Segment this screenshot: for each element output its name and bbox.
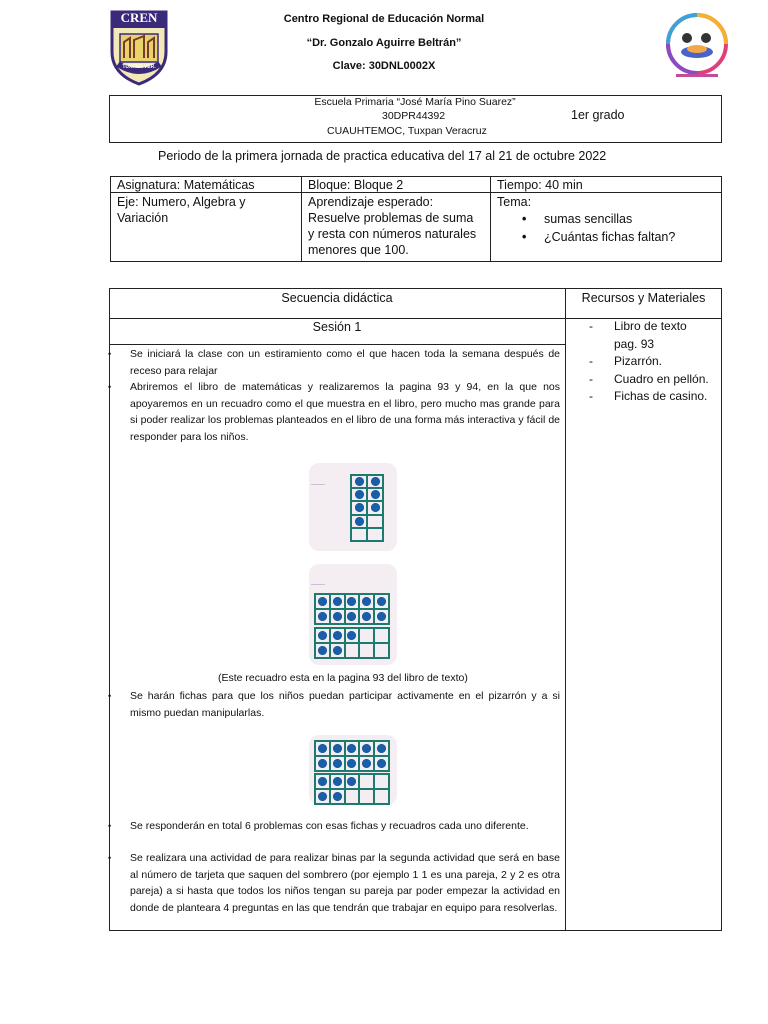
learning-text: Resuelve problemas de suma y resta con números naturales menores que 100.	[308, 211, 477, 257]
institution-clave: Clave: 30DNL0002X	[332, 60, 436, 72]
institution-title: Centro Regional de Educación Normal	[283, 13, 485, 25]
block-cell: Bloque: Bloque 2	[308, 178, 404, 192]
learning-title: Aprendizaje esperado:	[308, 195, 434, 209]
sequence-title: Secuencia didáctica	[281, 291, 393, 305]
activity-item	[108, 346, 560, 379]
topic-title: Tema:	[497, 195, 532, 209]
session-title: Sesión 1	[312, 320, 362, 334]
subject-cell: Asignatura: Matemáticas	[117, 178, 255, 192]
resource-label: Fichas de casino.	[614, 389, 708, 403]
bullet: •	[108, 382, 112, 392]
institution-name: “Dr. Gonzalo Aguirre Beltrán”	[306, 37, 462, 49]
topic-item-2: ¿Cuántas fichas faltan?	[544, 230, 676, 244]
axis-cell: Eje: Numero, Algebra y Variación	[117, 195, 246, 225]
activity-text: Se responderán en total 6 problemas con esas fichas y recuadros cada uno diferente.	[130, 820, 529, 832]
school-location: CUAUHTEMOC, Tuxpan Veracruz	[327, 125, 487, 137]
school-grade: 1er grado	[571, 108, 625, 122]
ten-frame-bottom	[314, 627, 390, 659]
resource-dash: -	[589, 389, 593, 403]
figure-mark	[311, 584, 325, 585]
bullet: •	[108, 691, 112, 701]
topic-item-1: sumas sencillas	[544, 212, 633, 226]
topic-bullet-1: •	[522, 212, 527, 226]
resource-dash: -	[589, 354, 593, 368]
ten-frame-vertical	[350, 474, 384, 542]
activity-item	[108, 818, 560, 835]
activity-item	[108, 688, 560, 721]
activity-item	[108, 379, 560, 445]
resource-label: Libro de texto pag. 93	[614, 319, 687, 351]
time-cell: Tiempo: 40 min	[497, 178, 583, 192]
activity-text: Abriremos el libro de matemáticas y realizaremos la pagina 93 y 94, en la que nos apoyaremos en un recuadro como el que muestra en el libro, pero mucho mas grande para si poder realizar los problemas planteados en el libro de una forma más interactiva y fácil de responder para los niños.	[130, 381, 560, 443]
ten-frame-bottom	[314, 773, 390, 805]
ten-frame-top	[314, 740, 390, 772]
bullet: •	[108, 853, 112, 863]
school-name: Escuela Primaria “José María Pino Suarez”	[314, 96, 516, 108]
resource-label: Pizarrón.	[614, 354, 663, 368]
activity-text: Se realizara una actividad de para realizar binas par la segunda actividad que será en base al número de tarjeta que saquen del sombrero (por ejemplo 1 1 es una pareja, 2 y 2 es otra pareja) a si hasta que todos los niños tengan su pareja par poder empezar la actividad en donde de planteara 4 preguntas en las que tendrán que trabajar en equipo para resolverlas.	[130, 852, 560, 914]
period-title: Periodo de la primera jornada de practica educativa del 17 al 21 de octubre 2022	[158, 149, 607, 163]
cren-logo-caption: TUXPAN VER.	[122, 64, 156, 70]
resource-label: Cuadro en pellón.	[614, 372, 709, 386]
topic-bullet-2: •	[522, 230, 527, 244]
resource-dash: -	[589, 319, 593, 333]
school-code: 30DPR44392	[382, 110, 446, 122]
resources-title: Recursos y Materiales	[581, 291, 706, 305]
ten-frame-top	[314, 593, 390, 625]
bullet: •	[108, 349, 112, 359]
activity-text: Se iniciará la clase con un estiramiento como el que hacen toda la semana después de receso para relajar	[130, 348, 560, 377]
resource-dash: -	[589, 372, 593, 386]
activity-text: Se harán fichas para que los niños puedan participar activamente en el pizarrón y a si mismo puedan manipularlas.	[130, 690, 560, 719]
figure-mark	[311, 484, 325, 485]
cren-logo-text: CREN	[120, 10, 158, 25]
bullet: •	[108, 821, 112, 831]
figure-caption: (Este recuadro esta en la pagina 93 del libro de texto)	[218, 672, 468, 684]
activity-item	[108, 850, 560, 916]
